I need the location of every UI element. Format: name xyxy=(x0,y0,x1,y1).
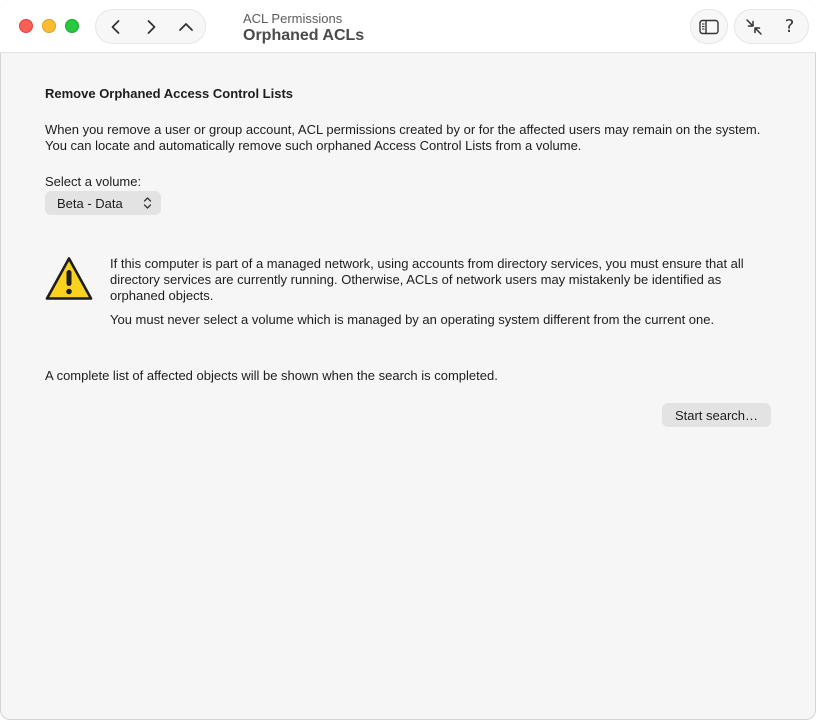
updown-chevron-icon xyxy=(143,196,152,210)
description-text: When you remove a user or group account, ACL permissions created by or for the affected users may remain on the system. You can locate and automatically remove such orphaned Access Control Lists from a volume. xyxy=(45,122,761,153)
window-actions-group xyxy=(734,9,809,44)
title-bar xyxy=(0,0,816,53)
warning-text-volume: You must never select a volume which is managed by an operating system different from the current one. xyxy=(110,312,715,327)
forward-button[interactable] xyxy=(133,10,169,43)
section-heading: Remove Orphaned Access Control Lists xyxy=(45,86,294,101)
volume-select[interactable] xyxy=(45,191,161,215)
help-button[interactable] xyxy=(772,10,808,43)
close-window-button[interactable] xyxy=(19,19,33,33)
minimize-window-button[interactable] xyxy=(42,19,56,33)
warning-text-directory-services: If this computer is part of a managed network, using accounts from directory services, you must ensure that all directory services are currently running. Otherwise, ACLs of network users may mistakenly be identified as orphaned objects. xyxy=(110,256,744,303)
chevron-left-icon xyxy=(108,19,124,35)
start-search-button[interactable]: Start search… xyxy=(662,403,771,427)
up-button[interactable] xyxy=(168,10,204,43)
warning-icon xyxy=(45,256,93,301)
window-title: Orphaned ACLs xyxy=(243,27,365,44)
volume-label: Select a volume: xyxy=(45,174,142,189)
completion-note: A complete list of affected objects will be shown when the search is completed. xyxy=(45,368,498,383)
collapse-button[interactable] xyxy=(736,10,772,43)
sidebar-icon xyxy=(699,19,719,35)
help-icon: ? xyxy=(784,16,795,37)
window-subtitle: ACL Permissions xyxy=(243,11,343,26)
navigation-group xyxy=(95,9,206,44)
chevron-up-icon xyxy=(178,19,194,35)
chevron-right-icon xyxy=(143,19,159,35)
back-button[interactable] xyxy=(98,10,134,43)
maximize-window-button[interactable] xyxy=(65,19,79,33)
collapse-arrows-icon xyxy=(745,18,763,36)
toggle-sidebar-button[interactable] xyxy=(690,9,728,44)
volume-select-value: Beta - Data xyxy=(57,195,123,211)
